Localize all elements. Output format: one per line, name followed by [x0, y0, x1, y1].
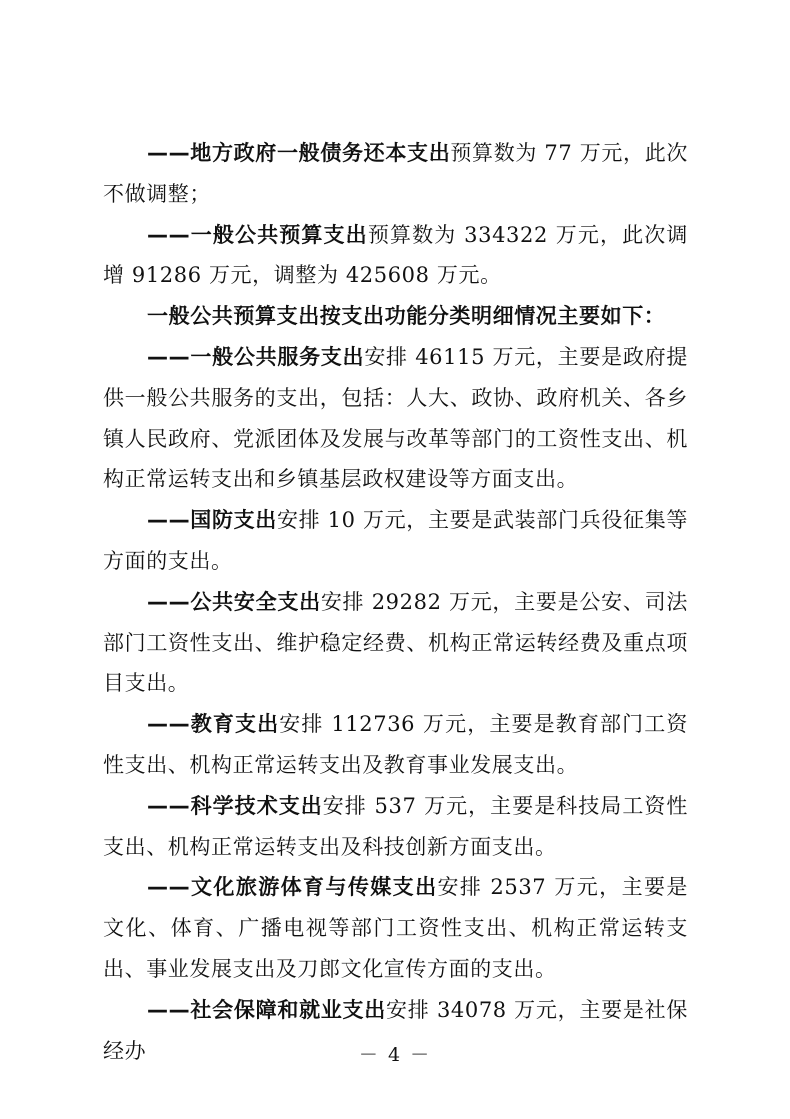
paragraph-text: 安排 34078 万元，主要是社保经办: [103, 997, 688, 1063]
paragraph-lead: ——一般公共服务支出: [147, 344, 365, 369]
paragraph-text: 预算数为 334322 万元，此次调增 91286 万元，调整为 425608 万元。: [103, 222, 688, 288]
paragraph-general-budget: [103, 215, 688, 297]
paragraph-lead: ——国防支出: [147, 508, 277, 533]
paragraph-education: [103, 704, 688, 786]
paragraph-text: 安排 2537 万元，主要是文化、体育、广播电视等部门工资性支出、机构正常运转支出、事业发展支出及刀郎文化宣传方面的支出。: [103, 875, 688, 981]
paragraph-lead: ——公共安全支出: [147, 589, 321, 614]
paragraph-lead: ——社会保障和就业支出: [147, 997, 387, 1022]
page-number: － 4 －: [358, 1044, 432, 1066]
paragraph-public-safety: [103, 582, 688, 704]
paragraph-text: 安排 537 万元，主要是科技局工资性支出、机构正常运转支出及科技创新方面支出。: [103, 793, 688, 859]
paragraph-defense: [103, 500, 688, 582]
paragraph-lead: ——科学技术支出: [147, 793, 323, 818]
paragraph-text: 安排 10 万元，主要是武装部门兵役征集等方面的支出。: [103, 508, 689, 573]
paragraph-lead: ——文化旅游体育与传媒支出: [147, 875, 438, 900]
paragraph-culture: [103, 867, 688, 989]
paragraph-science: [103, 786, 688, 868]
paragraph-public-services: [103, 337, 688, 500]
paragraph-lead: ——教育支出: [147, 712, 280, 737]
document-body: [103, 133, 688, 1071]
paragraph-lead: ——地方政府一般债务还本支出: [147, 141, 451, 165]
paragraph-lead: ——一般公共预算支出: [147, 222, 368, 247]
paragraph-text: 安排 46115 万元，主要是政府提供一般公共服务的支出，包括：人大、政协、政府机关、各乡镇人民政府、党派团体及发展与改革等部门的工资性支出、机构正常运转支出和乡镇基层政权建设等方面支出。: [103, 344, 688, 492]
paragraph-debt-repayment: [103, 133, 688, 215]
paragraph-text: 安排 29282 万元，主要是公安、司法部门工资性支出、维护稳定经费、机构正常运转经费及重点项目支出。: [103, 589, 688, 696]
paragraph-text: 预算数为 77 万元，此次不做调整；: [103, 141, 688, 206]
section-heading: 一般公共预算支出按支出功能分类明细情况主要如下：: [147, 304, 666, 329]
paragraph-text: 安排 112736 万元，主要是教育部门工资性支出、机构正常运转支出及教育事业发展支出。: [103, 712, 688, 777]
